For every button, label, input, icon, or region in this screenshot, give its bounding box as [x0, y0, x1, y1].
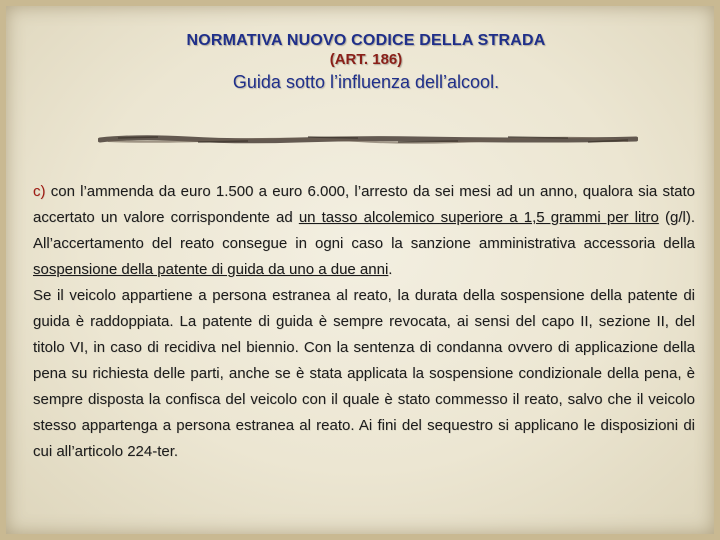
slide-title: NORMATIVA NUOVO CODICE DELLA STRADA [186, 32, 546, 49]
body-text [33, 179, 695, 465]
underlined-license-suspension: sospensione della patente di guida da uno a due anni [33, 261, 389, 278]
underlined-blood-alcohol-threshold: un tasso alcolemico superiore a 1,5 grammi per litro [298, 209, 659, 226]
decorative-divider [98, 134, 638, 146]
paragraph-text: con l’ammenda da euro 1.500 a euro 6.000, l’arresto da sei mesi ad un anno, qualora sia stato accertato un valore corrispondente ad [33, 183, 695, 226]
paragraph-vehicle: Se il veicolo appartiene a persona estranea al reato, la durata della sospensione della patente di guida è raddoppiata. La patente di guida è sempre revocata, ai sensi del capo II, sezione II, del titolo VI, in caso di recidiva nel biennio. Con la sentenza di condanna ovvero di applicazione della pena su richiesta delle parti, anche se è stata applicata la sospensione condizionale della pena, è sempre disposta la confisca del veicolo con il quale è stato commesso il reato, salvo che il veicolo stesso appartenga a persona estranea al reato. Ai fini del sequestro si applicano le disposizioni di cui all’articolo 224-ter. [33, 287, 695, 460]
article-reference: (ART. 186) [329, 51, 403, 68]
slide-subtitle: Guida sotto l’influenza dell’alcool. [232, 72, 500, 92]
paragraph-text: (g/l). All’accertamento del reato consegue in ogni caso la sanzione amministrativa accessoria della [33, 209, 695, 252]
paragraph-c [33, 179, 695, 283]
item-label: c) [33, 183, 46, 200]
paragraph-text: . [388, 261, 393, 278]
